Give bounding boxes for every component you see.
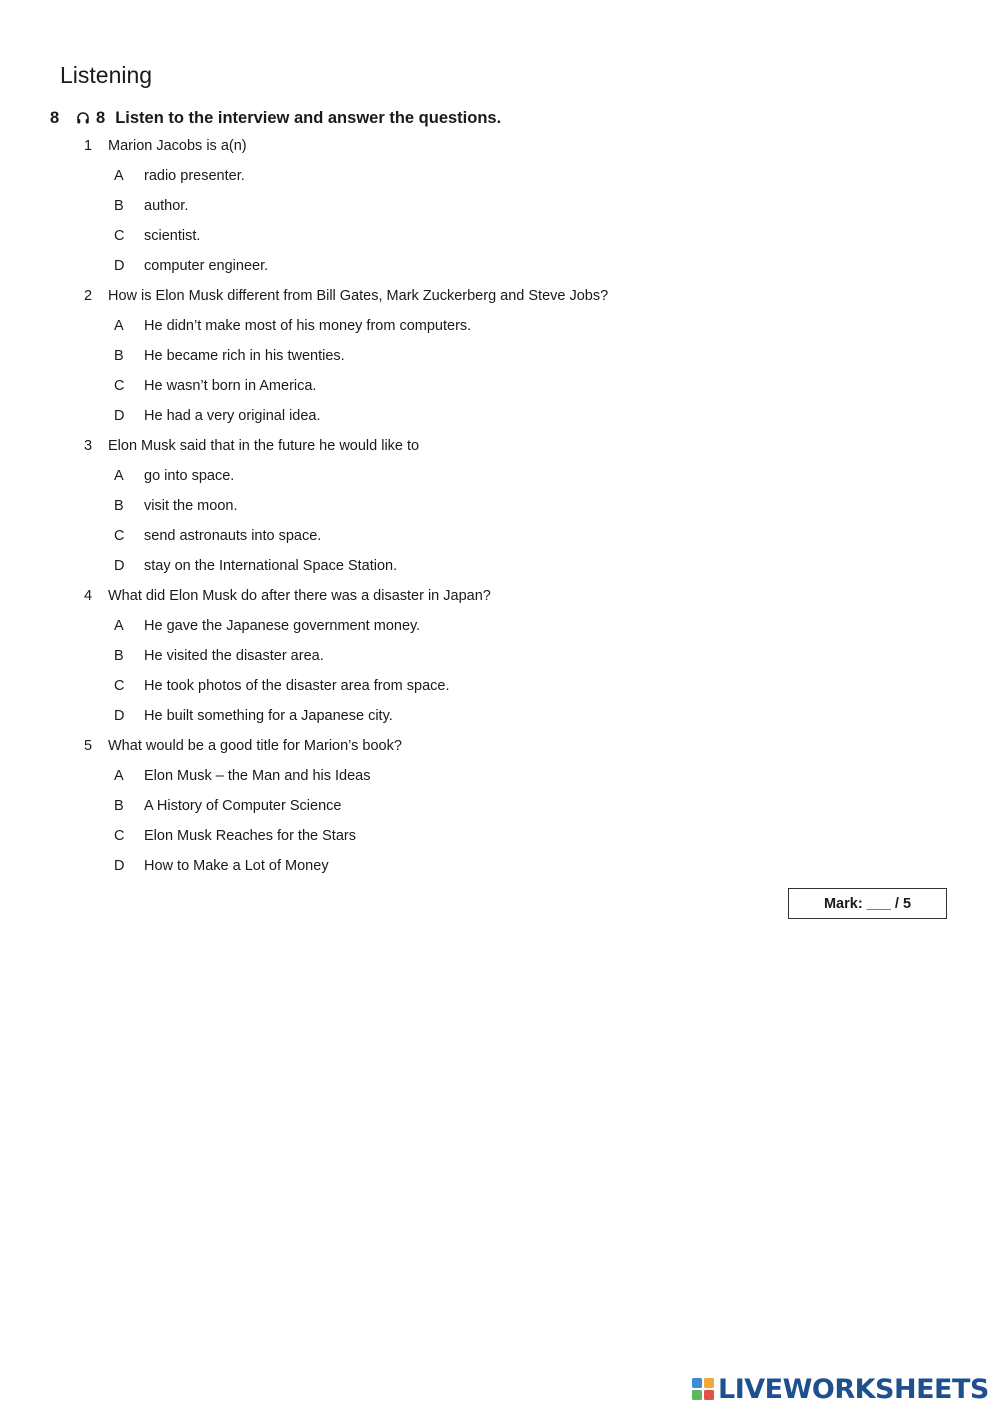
option-text: How to Make a Lot of Money (144, 858, 329, 874)
option-text: He didn’t make most of his money from computers. (144, 318, 472, 334)
option-text: He took photos of the disaster area from space. (144, 678, 450, 694)
answer-option[interactable] (84, 611, 784, 641)
option-letter: A (114, 468, 124, 484)
question-text: What did Elon Musk do after there was a disaster in Japan? (108, 588, 491, 604)
question-number: 5 (84, 738, 93, 754)
liveworksheets-logo (691, 1374, 989, 1404)
option-letter: A (114, 168, 124, 184)
answer-option[interactable] (84, 671, 784, 701)
question-number: 3 (84, 438, 93, 454)
option-text: He wasn’t born in America. (144, 378, 317, 394)
question-4 (84, 581, 784, 611)
option-text: radio presenter. (144, 168, 245, 184)
option-letter: D (114, 708, 125, 724)
answer-option[interactable] (84, 191, 784, 221)
headphones-icon (76, 111, 90, 125)
option-text: visit the moon. (144, 498, 238, 514)
option-letter: C (114, 828, 125, 844)
option-letter: D (114, 408, 125, 424)
option-letter: A (114, 318, 124, 334)
answer-option[interactable] (84, 551, 784, 581)
question-list (84, 131, 784, 881)
option-text: computer engineer. (144, 258, 269, 274)
exercise-heading (50, 106, 501, 130)
answer-option[interactable] (84, 491, 784, 521)
question-text: How is Elon Musk different from Bill Gates, Mark Zuckerberg and Steve Jobs? (108, 288, 609, 304)
option-text: He had a very original idea. (144, 408, 321, 424)
question-3 (84, 431, 784, 461)
option-letter: D (114, 258, 125, 274)
answer-option[interactable] (84, 521, 784, 551)
answer-option[interactable] (84, 821, 784, 851)
option-letter: C (114, 228, 125, 244)
option-letter: B (114, 498, 124, 514)
option-letter: C (114, 378, 125, 394)
option-text: He built something for a Japanese city. (144, 708, 393, 724)
answer-option[interactable] (84, 461, 784, 491)
option-letter: A (114, 768, 124, 784)
question-number: 4 (84, 588, 93, 604)
option-letter: B (114, 348, 124, 364)
answer-option[interactable] (84, 761, 784, 791)
answer-option[interactable] (84, 311, 784, 341)
option-letter: B (114, 648, 124, 664)
option-text: author. (144, 198, 189, 214)
option-text: scientist. (144, 228, 201, 244)
option-text: Elon Musk Reaches for the Stars (144, 828, 356, 844)
answer-option[interactable] (84, 371, 784, 401)
option-letter: D (114, 858, 125, 874)
option-text: He gave the Japanese government money. (144, 618, 421, 634)
option-letter: C (114, 678, 125, 694)
answer-option[interactable] (84, 701, 784, 731)
answer-option[interactable] (84, 251, 784, 281)
answer-option[interactable] (84, 341, 784, 371)
option-text: He visited the disaster area. (144, 648, 324, 664)
question-number: 2 (84, 288, 93, 304)
exercise-number: 8 (50, 108, 60, 127)
section-title: Listening (60, 62, 153, 88)
question-text: Elon Musk said that in the future he would like to (108, 438, 420, 454)
option-text: go into space. (144, 468, 235, 484)
option-text: send astronauts into space. (144, 528, 322, 544)
question-1 (84, 131, 784, 161)
answer-option[interactable] (84, 851, 784, 881)
option-letter: C (114, 528, 125, 544)
exercise-instruction: Listen to the interview and answer the questions. (115, 108, 502, 127)
mark-box (788, 888, 947, 919)
liveworksheets-wordmark: LIVEWORKSHEETS (718, 1373, 989, 1405)
option-letter: B (114, 198, 124, 214)
question-number: 1 (84, 138, 93, 154)
mark-label: Mark: ___ / 5 (823, 895, 912, 912)
question-text: Marion Jacobs is a(n) (108, 138, 247, 154)
answer-option[interactable] (84, 221, 784, 251)
answer-option[interactable] (84, 641, 784, 671)
option-text: stay on the International Space Station. (144, 558, 398, 574)
option-text: Elon Musk – the Man and his Ideas (144, 768, 371, 784)
answer-option[interactable] (84, 791, 784, 821)
question-2 (84, 281, 784, 311)
option-text: He became rich in his twenties. (144, 348, 345, 364)
liveworksheets-logo-icon (691, 1377, 715, 1401)
question-text: What would be a good title for Marion’s book? (108, 738, 402, 754)
option-letter: A (114, 618, 124, 634)
track-number: 8 (96, 108, 106, 127)
answer-option[interactable] (84, 161, 784, 191)
question-5 (84, 731, 784, 761)
option-letter: B (114, 798, 124, 814)
answer-option[interactable] (84, 401, 784, 431)
option-letter: D (114, 558, 125, 574)
option-text: A History of Computer Science (144, 798, 342, 814)
